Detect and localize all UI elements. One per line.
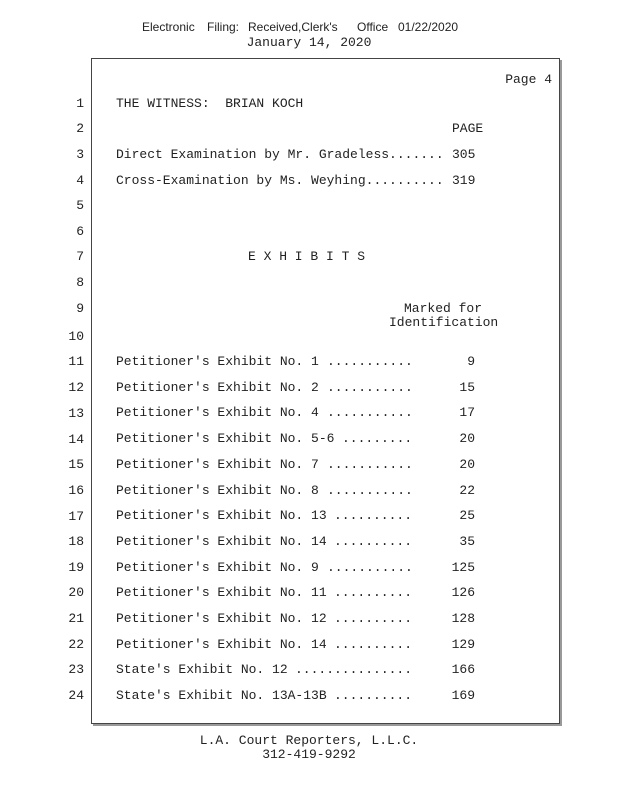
marked-for-heading: Marked for — [404, 301, 483, 316]
line-number: 16 — [68, 483, 84, 498]
exhibit-page: 125 — [451, 560, 475, 575]
filing-word-received: Received,Clerk's — [248, 20, 338, 34]
identification-heading: Identification — [389, 315, 499, 330]
line-number: 17 — [68, 509, 84, 524]
line-number: 24 — [68, 688, 84, 703]
line-number: 15 — [68, 457, 84, 472]
exhibit-page: 17 — [459, 405, 475, 420]
exhibit-leader-dots: ......... — [342, 431, 413, 446]
line-number: 7 — [76, 249, 84, 264]
examination-label: Direct Examination by Mr. Gradeless....... — [116, 147, 444, 162]
exhibit-page: 22 — [459, 483, 475, 498]
exhibit-page: 25 — [459, 508, 475, 523]
exhibit-name: Petitioner's Exhibit No. 13 — [116, 508, 327, 523]
exhibit-leader-dots: ........... — [327, 380, 413, 395]
exhibit-leader-dots: ............... — [295, 662, 413, 677]
exhibit-page: 128 — [451, 611, 475, 626]
exhibits-title: E X H I B I T S — [248, 249, 366, 264]
exhibit-name: Petitioner's Exhibit No. 1 — [116, 354, 319, 369]
transcript-date: January 14, 2020 — [246, 35, 372, 50]
exhibit-leader-dots: ........... — [327, 483, 413, 498]
exhibit-name: Petitioner's Exhibit No. 4 — [116, 405, 319, 420]
line-number: 18 — [68, 534, 84, 549]
filing-word-filing: Filing: — [207, 20, 240, 34]
line-number: 21 — [68, 611, 84, 626]
line-number: 9 — [76, 301, 84, 316]
line-number: 14 — [68, 432, 84, 447]
examination-page: 305 — [452, 147, 476, 162]
exhibit-leader-dots: .......... — [334, 508, 413, 523]
exhibit-name: Petitioner's Exhibit No. 8 — [116, 483, 319, 498]
exhibit-leader-dots: ........... — [327, 560, 413, 575]
line-number: 19 — [68, 560, 84, 575]
exhibit-name: Petitioner's Exhibit No. 14 — [116, 534, 327, 549]
exhibit-page: 20 — [459, 457, 475, 472]
exhibit-leader-dots: ........... — [327, 457, 413, 472]
exhibit-leader-dots: ........... — [327, 405, 413, 420]
filing-word-electronic: Electronic — [142, 20, 195, 34]
line-number: 10 — [68, 329, 84, 344]
exhibit-leader-dots: ........... — [327, 354, 413, 369]
exhibit-name: Petitioner's Exhibit No. 9 — [116, 560, 319, 575]
line-number: 12 — [68, 380, 84, 395]
line-number: 20 — [68, 585, 84, 600]
line-number: 23 — [68, 662, 84, 677]
filing-date: 01/22/2020 — [398, 20, 459, 34]
reporter-firm: L.A. Court Reporters, L.L.C. — [199, 733, 419, 748]
line-number: 3 — [76, 147, 84, 162]
page-column-heading: PAGE — [452, 121, 484, 136]
line-number: 13 — [68, 406, 84, 421]
reporter-phone: 312-419-9292 — [262, 747, 356, 762]
exhibit-leader-dots: .......... — [334, 611, 413, 626]
exhibit-name: Petitioner's Exhibit No. 14 — [116, 637, 327, 652]
exhibit-page: 35 — [459, 534, 475, 549]
exhibit-leader-dots: .......... — [334, 534, 413, 549]
exhibit-page: 126 — [451, 585, 475, 600]
line-number: 6 — [76, 224, 84, 239]
exhibit-leader-dots: .......... — [334, 637, 413, 652]
exhibit-name: Petitioner's Exhibit No. 11 — [116, 585, 327, 600]
witness-heading: THE WITNESS: BRIAN KOCH — [116, 96, 304, 111]
exhibit-leader-dots: .......... — [334, 688, 413, 703]
exhibit-name: Petitioner's Exhibit No. 2 — [116, 380, 319, 395]
exhibit-page: 20 — [459, 431, 475, 446]
exhibit-page: 169 — [451, 688, 475, 703]
exhibit-page: 9 — [467, 354, 475, 369]
examination-page: 319 — [452, 173, 476, 188]
line-number: 5 — [76, 198, 84, 213]
exhibit-name: Petitioner's Exhibit No. 7 — [116, 457, 319, 472]
line-number: 22 — [68, 637, 84, 652]
line-number: 2 — [76, 121, 84, 136]
page-number: Page 4 — [505, 72, 552, 87]
exhibit-page: 166 — [451, 662, 475, 677]
exhibit-name: State's Exhibit No. 13A-13B — [116, 688, 327, 703]
exhibit-name: State's Exhibit No. 12 — [116, 662, 288, 677]
line-number: 8 — [76, 275, 84, 290]
exhibit-name: Petitioner's Exhibit No. 5-6 — [116, 431, 335, 446]
exhibit-leader-dots: .......... — [334, 585, 413, 600]
line-number: 1 — [76, 96, 84, 111]
examination-label: Cross-Examination by Ms. Weyhing.......... — [116, 173, 444, 188]
line-number: 11 — [68, 354, 84, 369]
exhibit-page: 15 — [459, 380, 475, 395]
line-number: 4 — [76, 173, 84, 188]
exhibit-name: Petitioner's Exhibit No. 12 — [116, 611, 327, 626]
exhibit-page: 129 — [451, 637, 475, 652]
filing-word-office: Office — [357, 20, 389, 34]
